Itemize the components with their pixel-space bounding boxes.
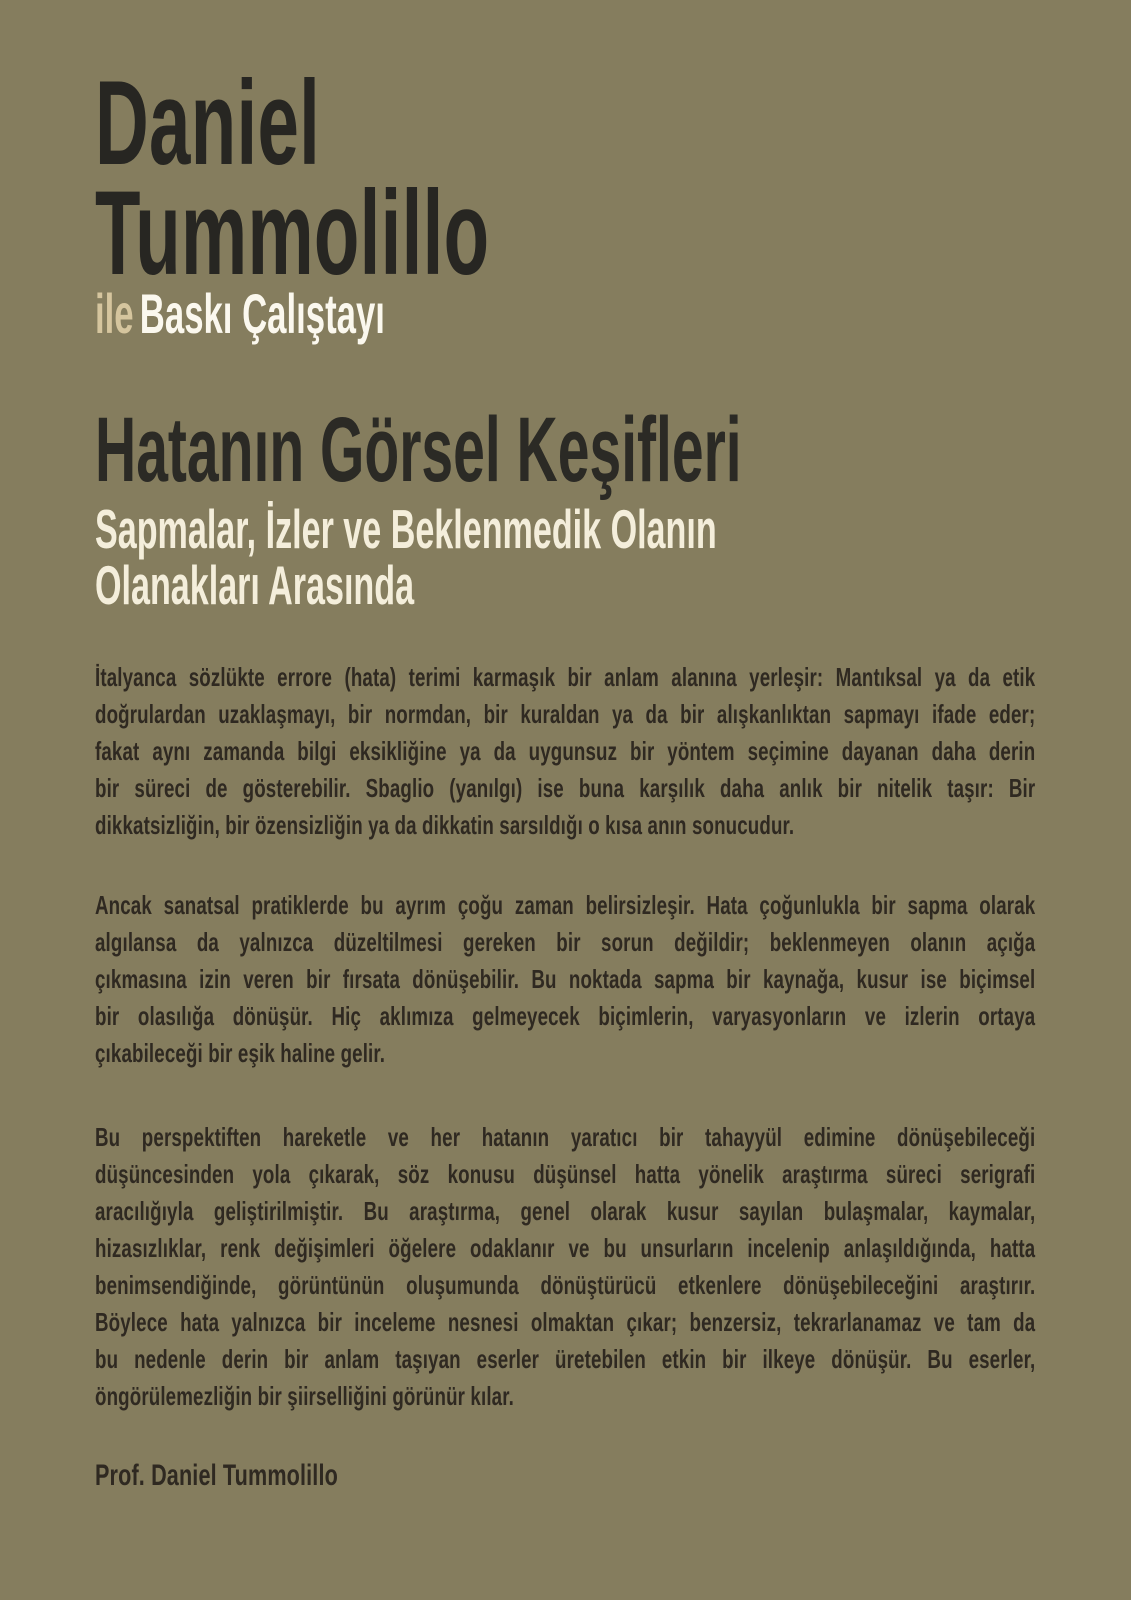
text-line: aracılığıyla geliştirilmiştir. Bu araştırma, genel olarak kusur sayılan bulaşmalar, kaymalar, [95, 1196, 1036, 1226]
paragraph-2 [95, 887, 1035, 1072]
text-line: hizasızlıklar, renk değişimleri öğelere odaklanır ve bu unsurların incelenip anlaşıldığında, hatta [95, 1233, 1036, 1263]
artist-first-name: Daniel [95, 56, 321, 190]
text-line: bir olasılığa dönüşür. Hiç aklımıza gelmeyecek biçimlerin, varyasyonların ve izlerin ortaya [95, 1001, 1036, 1031]
event-subtitle-line2: Olanakları Arasında [95, 554, 415, 616]
paragraph-3 [95, 1119, 1035, 1415]
text-line: düşüncesinden yola çıkarak, söz konusu düşünsel hatta yönelik araştırma süreci serigrafi [95, 1159, 1036, 1189]
text-line: bu nedenle derin bir anlam taşıyan eserler üretebilen etkin bir ilkeye dönüşür. Bu eserler, [95, 1344, 1036, 1374]
text-line: Ancak sanatsal pratiklerde bu ayrım çoğu zaman belirsizleşir. Hata çoğunlukla bir sapma olarak [95, 890, 1036, 920]
text-line: Böylece hata yalnızca bir inceleme nesnesi olmaktan çıkar; benzersiz, tekrarlanamaz ve tam da [95, 1307, 1036, 1337]
subtitle-main: Baskı Çalıştayı [139, 282, 385, 345]
text-line: çıkmasına izin veren bir fırsata dönüşebilir. Bu noktada sapma bir kaynağa, kusur ise biçimsel [95, 964, 1036, 994]
signature: Prof. Daniel Tummolillo [95, 1459, 338, 1492]
event-title: Hatanın Görsel Keşifleri [95, 399, 742, 501]
text-line: fakat aynı zamanda bilgi eksikliğine ya da uygunsuz bir yöntem seçimine dayanan daha derin [95, 736, 1036, 766]
text-line: bir süreci de gösterebilir. Sbaglio (yanılgı) ise buna karşılık daha anlık bir nitelik taşır: Bir [95, 773, 1036, 803]
text-line: algılansa da yalnızca düzeltilmesi gereken bir sorun değildir; beklenmeyen olanın açığa [95, 927, 1036, 957]
text-line: benimsendiğinde, görüntünün oluşumunda dönüştürücü etkenlere dönüşebileceğini araştırır. [95, 1270, 1036, 1300]
artist-last-name: Tummolillo [95, 166, 490, 300]
text-line: Bu perspektiften hareketle ve her hatanın yaratıcı bir tahayyül edimine dönüşebileceği [95, 1122, 1036, 1152]
text-line: öngörülemezliğin bir şiirselliğini görünür kılar. [95, 1381, 514, 1411]
event-subtitle-line1: Sapmalar, İzler ve Beklenmedik Olanın [95, 498, 717, 560]
workshop-subtitle [95, 284, 385, 344]
text-line: İtalyanca sözlükte errore (hata) terimi karmaşık bir anlam alanına yerleşir: Mantıksal ya da etik [95, 662, 1036, 692]
text-line: doğrulardan uzaklaşmayı, bir normdan, bir kuraldan ya da bir alışkanlıktan sapmayı ifade eder; [95, 699, 1036, 729]
text-line: dikkatsizliğin, bir özensizliğin ya da dikkatin sarsıldığı o kısa anın sonucudur. [95, 810, 795, 840]
artist-name [95, 56, 490, 300]
text-line: çıkabileceği bir eşik haline gelir. [95, 1038, 386, 1068]
subtitle-prefix: ile [95, 282, 134, 345]
paragraph-1 [95, 659, 1035, 844]
description-text [95, 659, 1035, 1494]
event-subtitle [95, 498, 717, 616]
